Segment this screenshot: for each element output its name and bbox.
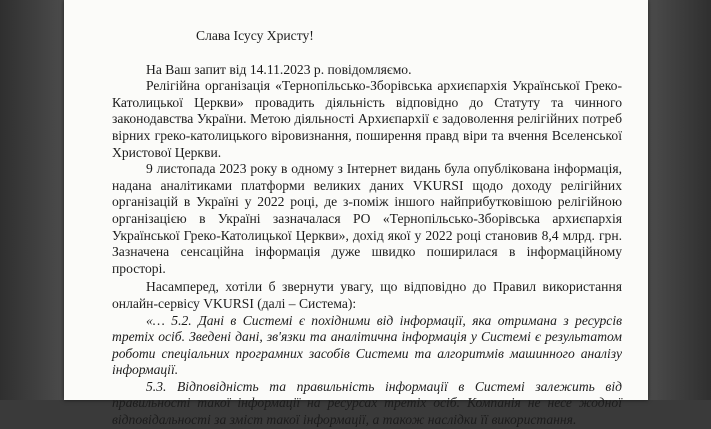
quote-paragraph: «… 5.2. Дані в Системі є похідними від інформації, яка отримана з ресурсів третіх осіб. Зведені дані, зв'язки та аналітична інформація у Системі є результатом роботи спеціальних програмних засобів Системи та алгоритмів машинного аналізу інформації.: [112, 312, 622, 378]
paragraph: Релігійна організація «Тернопільсько-Зборівська архиєпархія Української Греко-Католицької Церкви» провадить діяльність відповідно до Статуту та чинного законодавства України. Метою діяльності Архиєпархії є задоволення релігійних потреб вірних греко-католицького віровизнання, поширення правд віри та вчення Вселенської Христової Церкви.: [112, 78, 622, 160]
document-page: [64, 0, 648, 428]
paragraph: 9 листопада 2023 року в одному з Інтернет видань була опублікована інформація, надана аналітиками платформи великих даних VKURSI щодо доходу релігійних організацій в Україні у 2022 році, де з-поміж іншого найприбутковішою релігійною організацією в Україні зазначалася РО «Тернопільсько-Зборівська архиєпархія Української Греко-Католицької Церкви», дохід якої у 2022 році становив 8,4 млрд. грн. Зазначена сенсаційна інформація дуже швидко поширилася в інформаційному просторі.: [112, 161, 622, 276]
document-body: [112, 28, 622, 429]
paragraph: На Ваш запит від 14.11.2023 р. повідомляємо.: [146, 61, 412, 77]
paragraph: Насамперед, хотіли б звернути увагу, що відповідно до Правил використання онлайн-сервісу VKURSI (далі – Система):: [112, 279, 622, 311]
greeting: Слава Ісусу Христу!: [196, 28, 314, 43]
quote-paragraph: 5.3. Відповідність та правильність інформації в Системі залежить від правильності такої інформації на ресурсах третіх осіб. Компанія не несе жодної відповідальності за зміст такої інформації, а також наслідки її використання.: [112, 378, 622, 428]
